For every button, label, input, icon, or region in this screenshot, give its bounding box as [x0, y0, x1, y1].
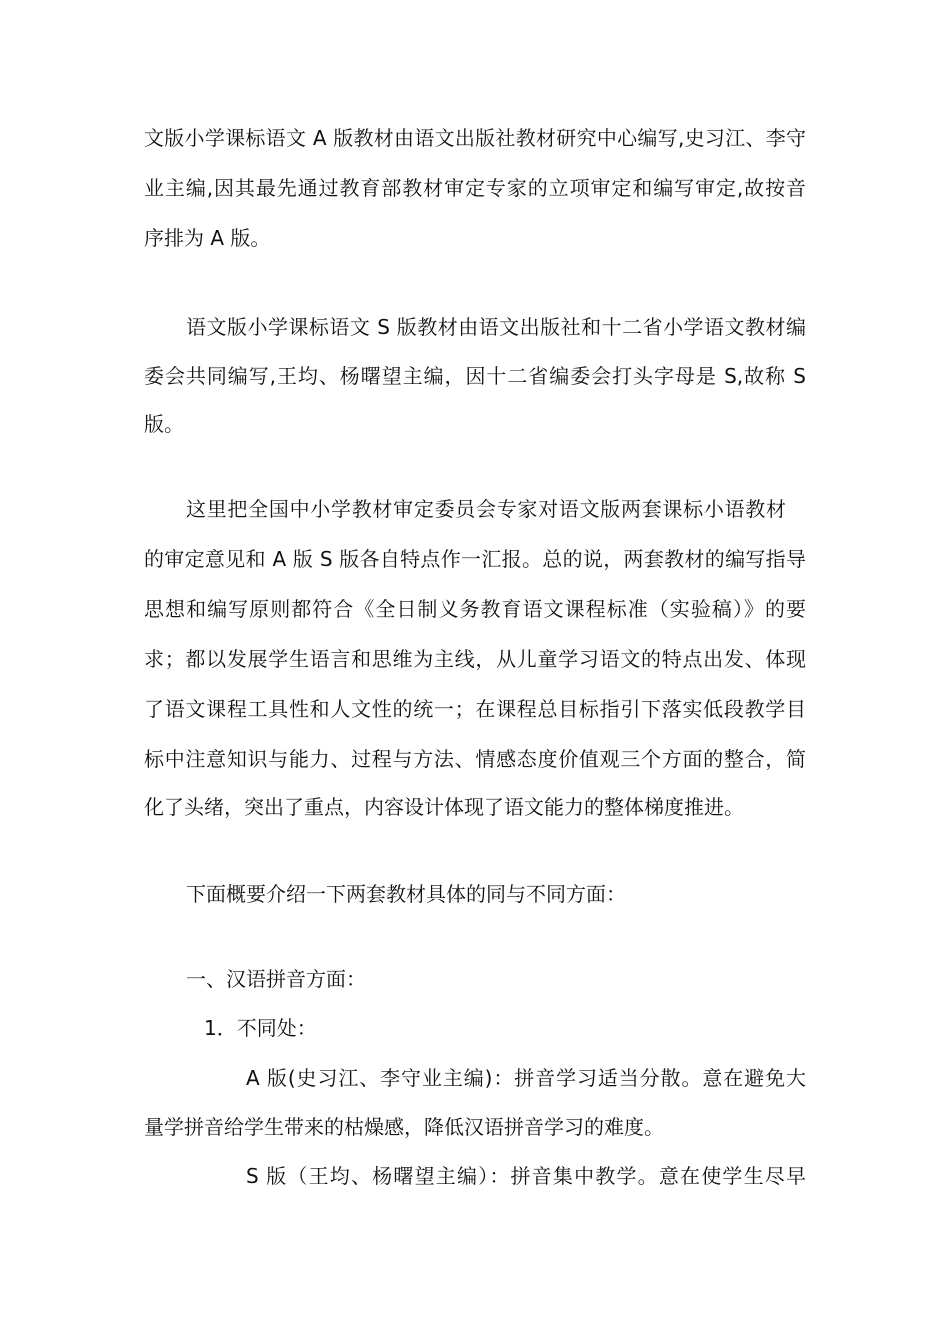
text-line: 下面概要介绍一下两套教材具体的同与不同方面：	[186, 882, 626, 906]
text-line: A 版(史习江、李守业主编)：拼音学习适当分散。意在避免大	[246, 1066, 806, 1090]
text-line: 思想和编写原则都符合《全日制义务教育语文课程标准（实验稿）》的要	[144, 597, 806, 621]
text-line: 序排为 A 版。	[144, 226, 271, 250]
text-line: 委会共同编写,王均、杨曙望主编，因十二省编委会打头字母是 S,故称 S	[144, 364, 806, 388]
section-heading: 一、汉语拼音方面：	[186, 967, 366, 991]
text-line: 版。	[144, 412, 184, 436]
text-line: 语文版小学课标语文 S 版教材由语文出版社和十二省小学语文教材编	[186, 315, 806, 339]
subsection-heading: 1．不同处：	[204, 1016, 317, 1040]
text-line: 业主编,因其最先通过教育部教材审定专家的立项审定和编写审定,故按音	[144, 176, 806, 200]
text-line: 化了头绪，突出了重点，内容设计体现了语文能力的整体梯度推进。	[144, 795, 744, 819]
text-line: 文版小学课标语文 A 版教材由语文出版社教材研究中心编写,史习江、李守	[144, 126, 806, 150]
text-line: 这里把全国中小学教材审定委员会专家对语文版两套课标小语教材	[186, 497, 786, 521]
text-line: 了语文课程工具性和人文性的统一；在课程总目标指引下落实低段教学目	[144, 697, 806, 721]
text-line: 求；都以发展学生语言和思维为主线，从儿童学习语文的特点出发、体现	[144, 647, 806, 671]
text-line: 量学拼音给学生带来的枯燥感，降低汉语拼音学习的难度。	[144, 1115, 664, 1139]
text-line: S 版（王均、杨曙望主编）：拼音集中教学。意在使学生尽早	[246, 1164, 806, 1188]
text-line: 的审定意见和 A 版 S 版各自特点作一汇报。总的说，两套教材的编写指导	[144, 547, 806, 571]
text-line: 标中注意知识与能力、过程与方法、情感态度价值观三个方面的整合，简	[144, 747, 806, 771]
